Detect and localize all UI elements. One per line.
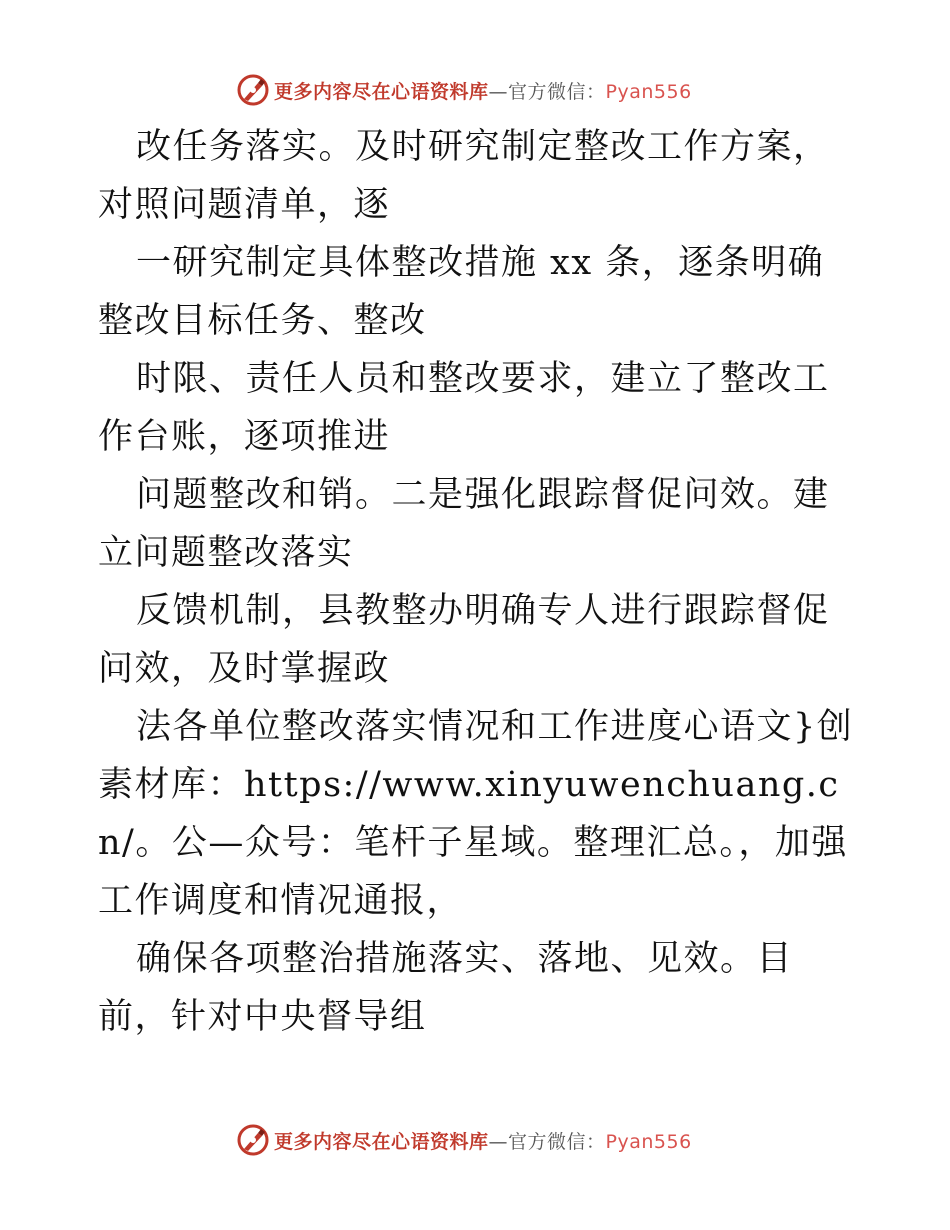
footer-banner-title: 更多内容尽在心语资料库: [274, 1130, 489, 1153]
paragraph: 反馈机制，县教整办明确专人进行跟踪督促问效，及时掌握政: [98, 591, 830, 689]
header-banner: [0, 70, 950, 110]
footer-banner: [0, 1120, 950, 1160]
paragraph: 时限、责任人员和整改要求，建立了整改工作台账，逐项推进: [98, 359, 830, 457]
footer-banner-text: [274, 1127, 692, 1154]
footer-banner-content: [236, 1120, 692, 1160]
paragraph: 问题整改和销。二是强化跟踪督促问效。建立问题整改落实: [98, 475, 830, 573]
paragraph: 一研究制定具体整改措施 xx 条，逐条明确整改目标任务、整改: [98, 243, 825, 341]
footer-wechat-id: Pyan556: [605, 1130, 692, 1153]
footer-banner-label: —官方微信：: [488, 1130, 606, 1153]
pen-logo-icon: [236, 1123, 270, 1157]
header-banner-text: [274, 77, 692, 104]
paragraph: 确保各项整治措施落实、落地、见效。目前，针对中央督导组: [98, 939, 794, 1037]
document-body: [98, 118, 858, 1046]
header-banner-title: 更多内容尽在心语资料库: [274, 80, 489, 103]
pen-logo-icon: [236, 73, 270, 107]
header-wechat-id: Pyan556: [605, 80, 692, 103]
header-banner-label: —官方微信：: [488, 80, 606, 103]
paragraph: 改任务落实。及时研究制定整改工作方案，对照问题清单，逐: [98, 127, 830, 225]
header-banner-content: [236, 70, 692, 110]
paragraph: 法各单位整改落实情况和工作进度心语文}创素材库：https://www.xinyuwenchuang.cn/。公—众号：笔杆子星域。整理汇总。，加强工作调度和情况通报，: [98, 707, 854, 921]
